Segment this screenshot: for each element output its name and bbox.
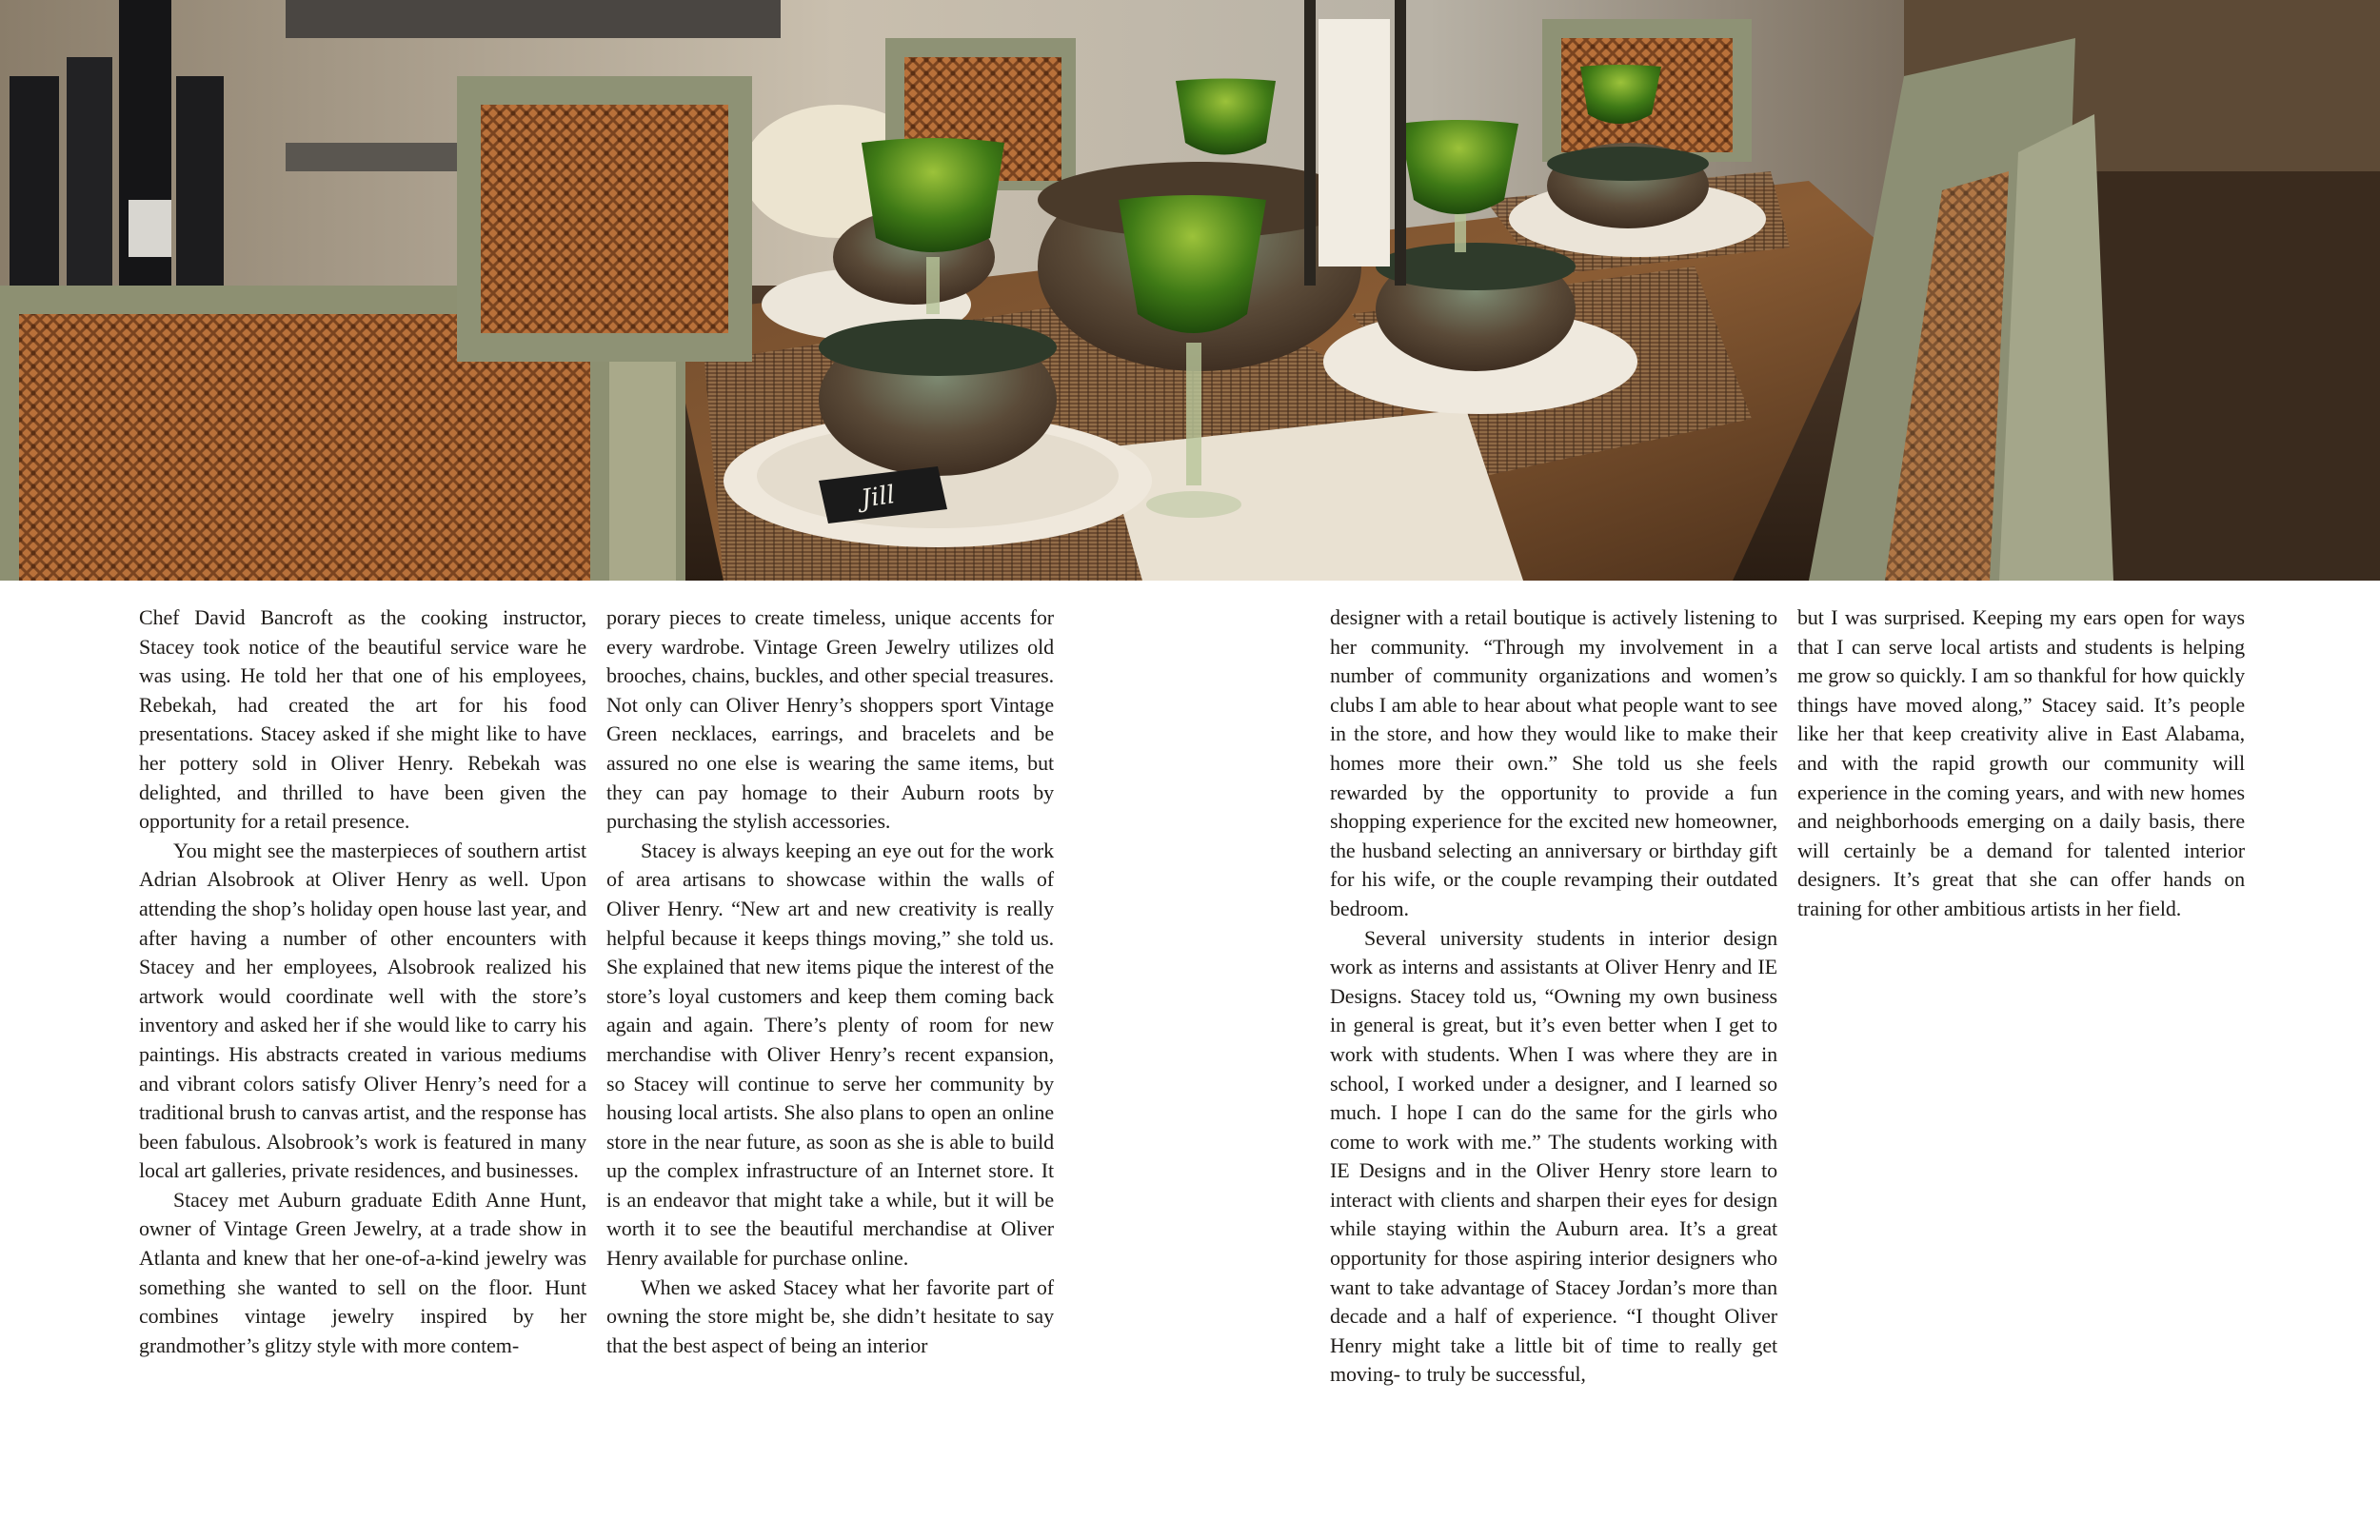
paragraph: designer with a retail boutique is actively listening to her community. “Through my involvement in a number of community organizations and women’s clubs I am able to hear about what people want to see in the store, and how they would like to make their homes more their own.” She told us she feels rewarded by the opportunity to provide a fun shopping experience for the excited new homeowner, the husband selecting an anniversary or birthday gift for his wife, or the couple revamping their outdated bedroom. — [1330, 605, 1777, 920]
paragraph: but I was surprised. Keeping my ears open for ways that I can serve local artists and students is helping me grow so quickly. I am so thankful for how quickly things have moved along,” Stacey said. It’s people like her that keep creativity alive in East Alabama, and with the rapid growth our community will experience in the coming years, and with new homes and neighborhoods emerging on a daily basis, there will certainly be a demand for talented interior designers. It’s great that she can offer hands on training for other ambitious artists in her field. — [1797, 605, 2245, 920]
paragraph: You might see the masterpieces of southern artist Adrian Alsobrook at Oliver Henry as well. Upon attending the shop’s holiday open house last year, and after having a number of other encounters with Stacey and her employees, Alsobrook realized his artwork would coordinate well with the store’s inventory and asked her if she would like to carry his paintings. His abstracts created in various mediums and vibrant colors satisfy Oliver Henry’s need for a traditional brush to canvas artist, and the response has been fabulous. Alsobrook’s work is featured in many local art galleries, private residences, and businesses. — [139, 838, 586, 1183]
paragraph: Stacey is always keeping an eye out for the work of area artisans to showcase within the walls of Oliver Henry. “New art and new creativity is really helpful because it keeps things moving,” she told us. She explained that new items pique the interest of the store’s loyal customers and keep them coming back again and again. There’s plenty of room for new merchandise with Oliver Henry’s recent expansion, so Stacey will continue to serve her community by housing local artists. She also plans to open an online store in the near future, as soon as she is able to build up the complex infrastructure of an Internet store. It is an endeavor that might take a while, but it will be worth it to see the beautiful merchandise at Oliver Henry available for purchase online. — [606, 838, 1054, 1271]
chair-back-left — [457, 76, 752, 362]
hero-photo — [0, 0, 2380, 581]
paragraph: When we asked Stacey what her favorite part of owning the store might be, she didn’t hesitate to say that the best aspect of being an interior — [606, 1274, 1054, 1357]
article-column-2 — [606, 603, 1054, 1360]
paragraph: Chef David Bancroft as the cooking instructor, Stacey took notice of the beautiful service ware he was using. He told her that one of his employees, Rebekah, had created the art for his food presentations. Stacey asked if she might like to have her pottery sold in Oliver Henry. Rebekah was delighted, and thrilled to have been given the opportunity for a retail presence. — [139, 605, 586, 834]
paragraph: Stacey met Auburn graduate Edith Anne Hunt, owner of Vintage Green Jewelry, at a trade show in Atlanta and knew that her one-of-a-kind jewelry was something she wanted to sell on the floor. Hunt combines vintage jewelry inspired by her grandmother’s glitzy style with more contem- — [139, 1187, 586, 1357]
paragraph: Several university students in interior design work as interns and assistants at Oliver Henry and IE Designs. Stacey told us, “Owning my own business in general is great, but it’s even better when I get to work with students. When I was where they are in school, I worked under a designer, and I learned so much. I hope I can do the same for the girls who come to work with me.” The students working with IE Designs and in the Oliver Henry store learn to interact with clients and sharpen their eyes for design while staying within the Auburn area. It’s a great opportunity for those aspiring interior designers who want to take advantage of Stacey Jordan’s more than decade and a half of experience. “I thought Oliver Henry might take a little bit of time to really get moving- to truly be successful, — [1330, 925, 1777, 1387]
goblet — [1580, 65, 1661, 124]
place-card-text: Jill — [859, 481, 897, 514]
article-column-4 — [1797, 603, 2245, 924]
article-column-1 — [139, 603, 586, 1360]
article-column-3 — [1330, 603, 1777, 1390]
goblet — [1176, 79, 1276, 155]
paragraph: porary pieces to create timeless, unique accents for every wardrobe. Vintage Green Jewelry utilizes old brooches, chains, buckles, and other special treasures. Not only can Oliver Henry’s shoppers sport Vintage Green necklaces, earrings, and bracelets and be assured no one else is wearing the same items, but they can pay homage to their Auburn roots by purchasing the stylish accessories. — [606, 605, 1054, 834]
table-setting-illustration — [0, 0, 2380, 581]
